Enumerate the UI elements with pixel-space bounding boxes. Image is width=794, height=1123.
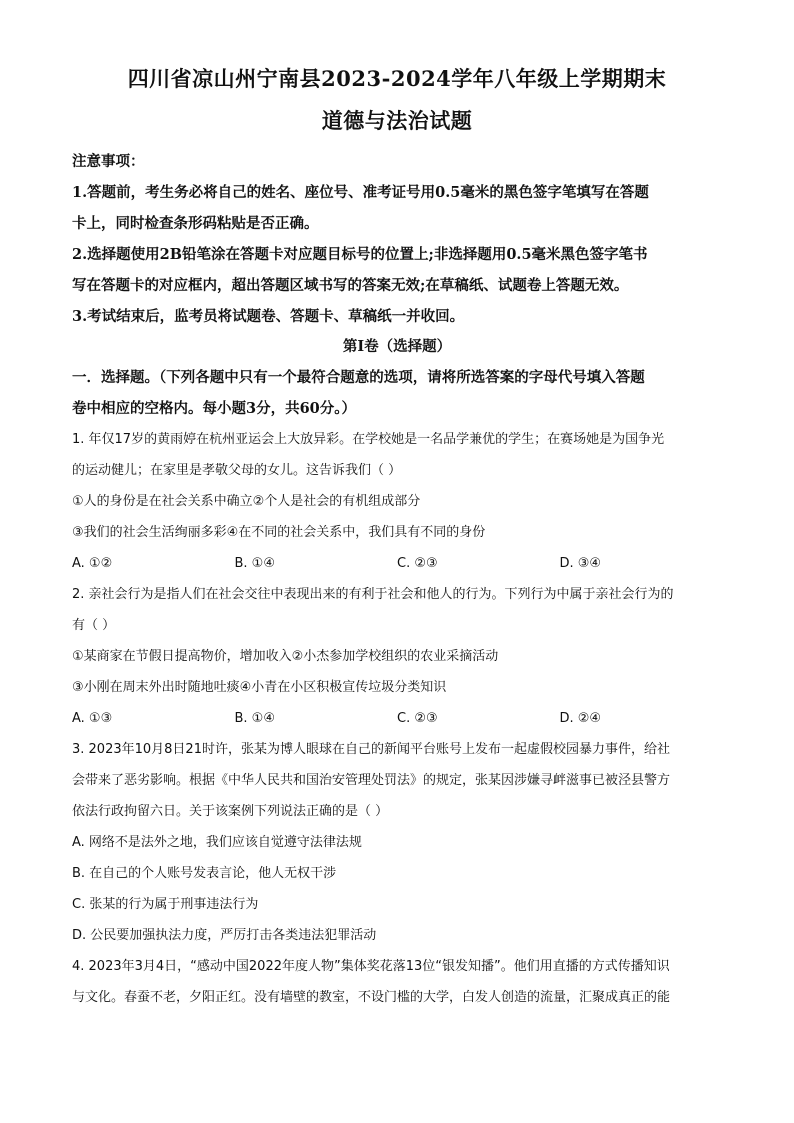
- notice-line: 写在答题卡的对应框内，超出答题区域书写的答案无效;在草稿纸、试题卷上答题无效。: [72, 277, 629, 294]
- question-stem: 的运动健儿；在家里是孝敬父母的女儿。这告诉我们（ ）: [72, 463, 402, 478]
- answer-options: [72, 827, 722, 951]
- option-b: B. ①④: [234, 711, 275, 726]
- option-b: B. 在自己的个人账号发表言论，他人无权干涉: [72, 866, 337, 881]
- notice-block: [72, 146, 722, 332]
- notice-line: 3.考试结束后，监考员将试题卷、答题卡、草稿纸一并收回。: [72, 308, 465, 325]
- question-stem: 1. 年仅17岁的黄雨婷在杭州亚运会上大放异彩。在学校她是一名品学兼优的学生；在赛场她是为国争光: [72, 432, 665, 447]
- option-d: D. 公民要加强执法力度，严厉打击各类违法犯罪活动: [72, 928, 377, 943]
- answer-options: [72, 703, 722, 734]
- question-statement: ③我们的社会生活绚丽多彩④在不同的社会关系中，我们具有不同的身份: [72, 525, 486, 540]
- exam-title: 四川省凉山州宁南县2023-2024学年八年级上学期期末: [127, 66, 667, 91]
- question-stem: 3. 2023年10月8日21时许，张某为博人眼球在自己的新闻平台账号上发布一起虚假校园暴力事件，给社: [72, 742, 670, 757]
- question-1: [72, 424, 722, 579]
- option-d: D. ③④: [559, 556, 602, 571]
- exam-subject-title: 道德与法治试题: [321, 108, 473, 133]
- question-stem: 会带来了恶劣影响。根据《中华人民共和国治安管理处罚法》的规定，张某因涉嫌寻衅滋事已被泾县警方: [72, 773, 671, 788]
- option-d: D. ②④: [559, 711, 602, 726]
- option-a: A. ①③: [72, 711, 113, 726]
- option-c: C. ②③: [397, 556, 438, 571]
- section-instruction: 一．选择题。（下列各题中只有一个最符合题意的选项，请将所选答案的字母代号填入答题: [72, 369, 645, 386]
- question-stem: 依法行政拘留六日。关于该案例下列说法正确的是（ ）: [72, 804, 389, 819]
- question-4: [72, 951, 722, 1013]
- question-stem: 有（ ）: [72, 618, 116, 633]
- notice-line: 卡上，同时检查条形码粘贴是否正确。: [72, 215, 319, 232]
- question-stem: 2. 亲社会行为是指人们在社会交往中表现出来的有利于社会和他人的行为。下列行为中属于亲社会行为的: [72, 587, 674, 602]
- option-c: C. ②③: [397, 711, 438, 726]
- option-a: A. ①②: [72, 556, 113, 571]
- option-a: A. 网络不是法外之地，我们应该自觉遵守法律法规: [72, 835, 362, 850]
- section-instruction: 卷中相应的空格内。每小题3分，共60分。）: [72, 400, 357, 417]
- notice-heading: 注意事项：: [72, 153, 145, 170]
- question-3: [72, 734, 722, 951]
- answer-options: [72, 548, 722, 579]
- question-stem: 4. 2023年3月4日，“感动中国2022年度人物”集体奖花落13位“银发知播”。他们用直播的方式传播知识: [72, 959, 670, 974]
- question-stem: 与文化。春蚕不老，夕阳正红。没有墙壁的教室，不设门槛的大学，白发人创造的流量，汇聚成真正的能: [72, 990, 671, 1005]
- option-b: B. ①④: [234, 556, 275, 571]
- option-c: C. 张某的行为属于刑事违法行为: [72, 897, 259, 912]
- question-2: [72, 579, 722, 734]
- notice-line: 2.选择题使用2B铅笔涂在答题卡对应题目标号的位置上;非选择题用0.5毫米黑色签字笔书: [72, 246, 648, 263]
- question-statement: ③小刚在周末外出时随地吐痰④小青在小区积极宣传垃圾分类知识: [72, 680, 447, 695]
- question-statement: ①人的身份是在社会关系中确立②个人是社会的有机组成部分: [72, 494, 421, 509]
- section-title: 第Ⅰ卷（选择题）: [342, 338, 452, 355]
- notice-line: 1.答题前，考生务必将自己的姓名、座位号、准考证号用0.5毫米的黑色签字笔填写在答题: [72, 184, 649, 201]
- question-statement: ①某商家在节假日提高物价，增加收入②小杰参加学校组织的农业采摘活动: [72, 649, 499, 664]
